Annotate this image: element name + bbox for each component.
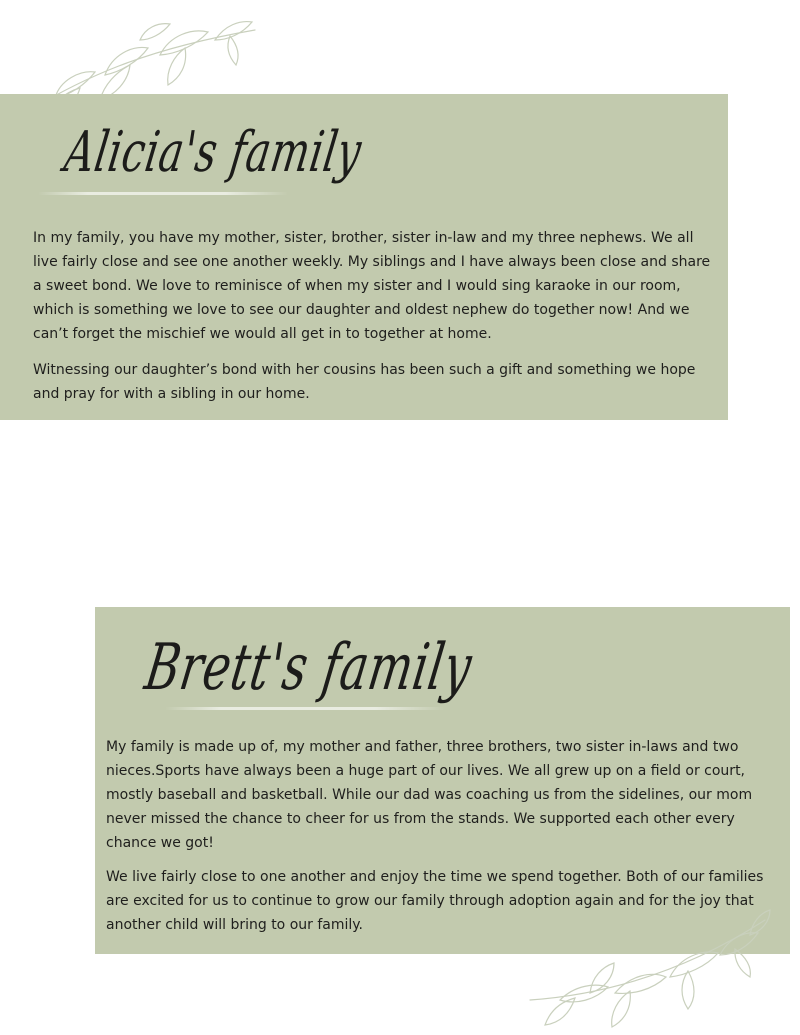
brett-family-title: Brett's family: [140, 631, 477, 705]
brett-paragraph-2: We live fairly close to one another and enjoy the time we spend together. Both of our families are excited for us to continue to grow our family through adoption again and for the joy that another child will bring to our family.: [106, 869, 764, 933]
alicia-family-title: Alicia's family: [60, 120, 366, 185]
alicia-paragraph-2: Witnessing our daughter’s bond with her cousins has been such a gift and something we hope and pray for with a sibling in our home.: [33, 362, 696, 402]
title-underline-brush: [38, 192, 288, 195]
alicia-paragraph-1: In my family, you have my mother, sister, brother, sister in-law and my three nephews. We all live fairly close and see one another weekly. My siblings and I have always been close and share a sweet bond. We love to reminisce of when my sister and I would sing karaoke in our room, which is something we love to see our daughter and oldest nephew do together now! And we can’t forget the mischief we would all get in to together at home.: [33, 230, 711, 342]
leaf-sprig-icon: [520, 905, 775, 1030]
brett-paragraph-1: My family is made up of, my mother and father, three brothers, two sister in-laws and two nieces.Sports have always been a huge part of our lives. We all grew up on a field or court, mostly baseball and basketball. While our dad was coaching us from the sidelines, our mom never missed the chance to cheer for us from the stands. We supported each other every chance we got!: [106, 739, 753, 851]
